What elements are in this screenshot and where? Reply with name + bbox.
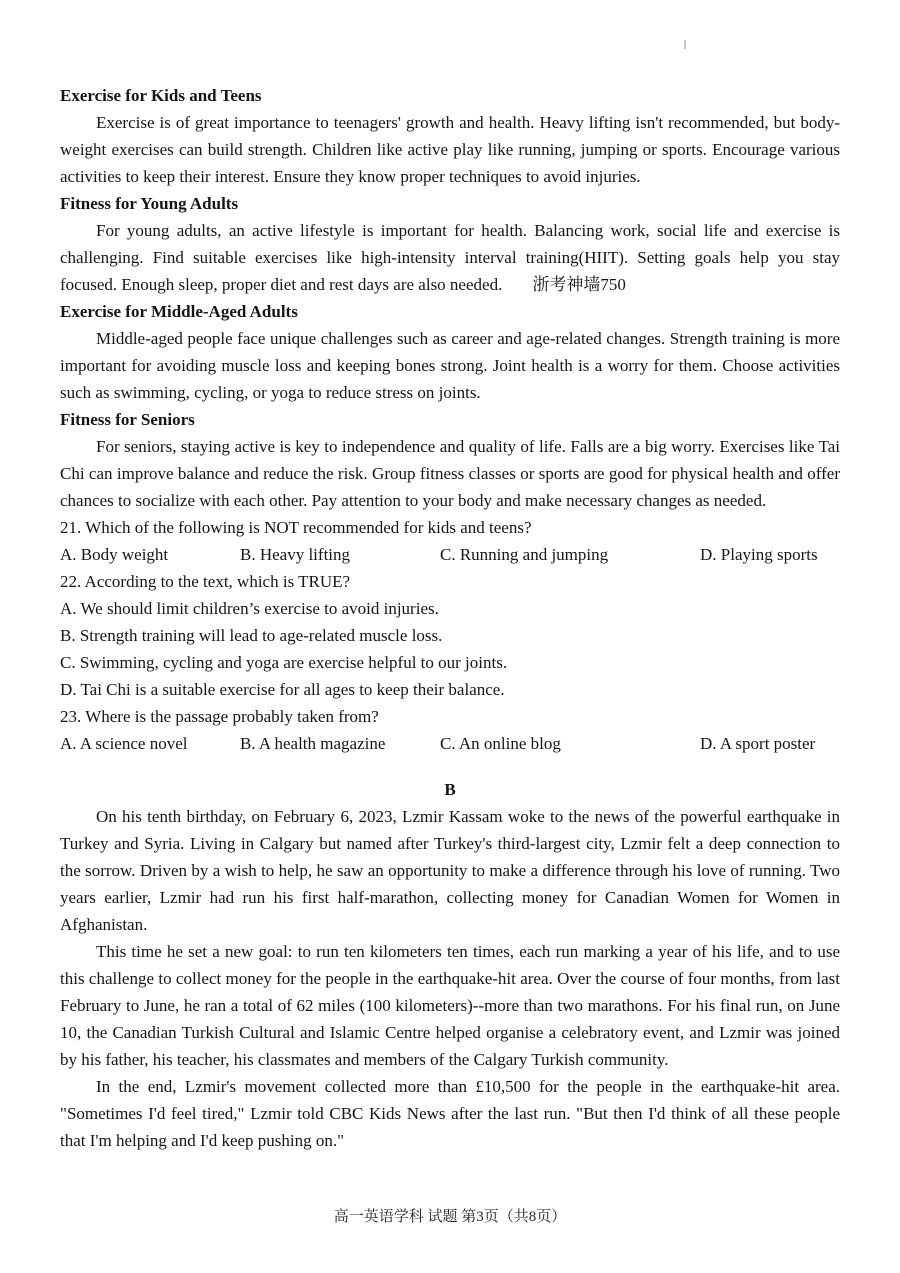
passage-a bbox=[60, 82, 840, 514]
section-heading-young-adults: Fitness for Young Adults bbox=[60, 194, 239, 213]
section-heading-middle-aged: Exercise for Middle-Aged Adults bbox=[60, 302, 298, 321]
question-22-option-c: C. Swimming, cycling and yoga are exercise helpful to our joints. bbox=[60, 653, 508, 672]
passage-b-paragraph-1: On his tenth birthday, on February 6, 2023, Lzmir Kassam woke to the news of the powerful earthquake in Turkey and Syria. Living in Calgary but named after Turkey's third-largest city, Lzmir felt a deep connection to the sorrow. Driven by a wish to help, he saw an opportunity to make a difference through his love of running. Two years earlier, Lzmir had run his first half-marathon, collecting money for Canadian Women for Women in Afghanistan. bbox=[60, 807, 840, 934]
question-22-option-b: B. Strength training will lead to age-related muscle loss. bbox=[60, 626, 443, 645]
section-paragraph-seniors: For seniors, staying active is key to independence and quality of life. Falls are a big worry. Exercises like Tai Chi can improve balance and reduce the risk. Group fitness classes or sports are good for physical health and offer chances to socialize with each other. Pay attention to your body and make necessary changes as needed. bbox=[60, 437, 840, 510]
question-23-option-a: A. A science novel bbox=[60, 734, 188, 753]
question-21-stem: 21. Which of the following is NOT recommended for kids and teens? bbox=[60, 518, 532, 537]
question-21-options bbox=[60, 541, 840, 568]
question-22-option-a: A. We should limit children’s exercise to avoid injuries. bbox=[60, 599, 439, 618]
page-footer: 高一英语学科 试题 第3页（共8页） bbox=[333, 1209, 567, 1225]
question-23-option-c: C. An online blog bbox=[440, 734, 561, 753]
question-21-option-c: C. Running and jumping bbox=[440, 545, 609, 564]
scan-artifact bbox=[684, 40, 686, 49]
watermark-text: 浙考神墙750 bbox=[532, 275, 626, 294]
passage-b-paragraph-2: This time he set a new goal: to run ten kilometers ten times, each run marking a year of his life, and to use this challenge to collect money for the people in the earthquake-hit area. Over the course of four months, from last February to June, he ran a total of 62 miles (100 kilometers)--more than two marathons. For his final run, on June 10, the Canadian Turkish Cultural and Islamic Centre helped organise a celebratory event, and Lzmir was joined by his father, his teacher, his classmates and members of the Calgary Turkish community. bbox=[60, 942, 840, 1069]
passage-b-paragraph-3: In the end, Lzmir's movement collected more than £10,500 for the people in the earthquake-hit area. "Sometimes I'd feel tired," Lzmir told CBC Kids News after the last run. "But then I'd think of all these people that I'm helping and I'd keep pushing on." bbox=[60, 1077, 840, 1150]
question-23-stem: 23. Where is the passage probably taken from? bbox=[60, 707, 379, 726]
question-22-option-d: D. Tai Chi is a suitable exercise for all ages to keep their balance. bbox=[60, 680, 505, 699]
section-paragraph-kids-teens: Exercise is of great importance to teenagers' growth and health. Heavy lifting isn't recommended, but body-weight exercises can build strength. Children like active play like running, jumping or sports. Encourage various activities to keep their interest. Ensure they know proper techniques to avoid injuries. bbox=[60, 113, 840, 186]
question-21-option-d: D. Playing sports bbox=[700, 545, 818, 564]
section-b-label: B bbox=[444, 780, 456, 799]
question-21-option-a: A. Body weight bbox=[60, 545, 169, 564]
question-23-option-b: B. A health magazine bbox=[240, 734, 386, 753]
passage-b bbox=[60, 776, 840, 1154]
question-23-options bbox=[60, 730, 840, 757]
section-paragraph-text: For young adults, an active lifestyle is important for health. Balancing work, social life and exercise is challenging. Find suitable exercises like high-intensity interval training(HIIT). Setting goals help you stay focused. Enough sleep, proper diet and rest days are also needed. bbox=[60, 221, 840, 294]
question-21 bbox=[60, 514, 840, 568]
question-23 bbox=[60, 703, 840, 757]
section-paragraph-middle-aged: Middle-aged people face unique challenges such as career and age-related changes. Strength training is more important for avoiding muscle loss and keeping bones strong. Joint health is a worry for them. Choose activities such as swimming, cycling, or yoga to reduce stress on joints. bbox=[60, 329, 840, 402]
question-21-option-b: B. Heavy lifting bbox=[240, 545, 351, 564]
section-paragraph-young-adults bbox=[60, 217, 840, 298]
question-22 bbox=[60, 568, 840, 703]
section-heading-kids-teens: Exercise for Kids and Teens bbox=[60, 86, 262, 105]
section-heading-seniors: Fitness for Seniors bbox=[60, 410, 195, 429]
question-23-option-d: D. A sport poster bbox=[700, 734, 816, 753]
question-22-stem: 22. According to the text, which is TRUE? bbox=[60, 572, 351, 591]
question-22-options bbox=[60, 595, 840, 703]
